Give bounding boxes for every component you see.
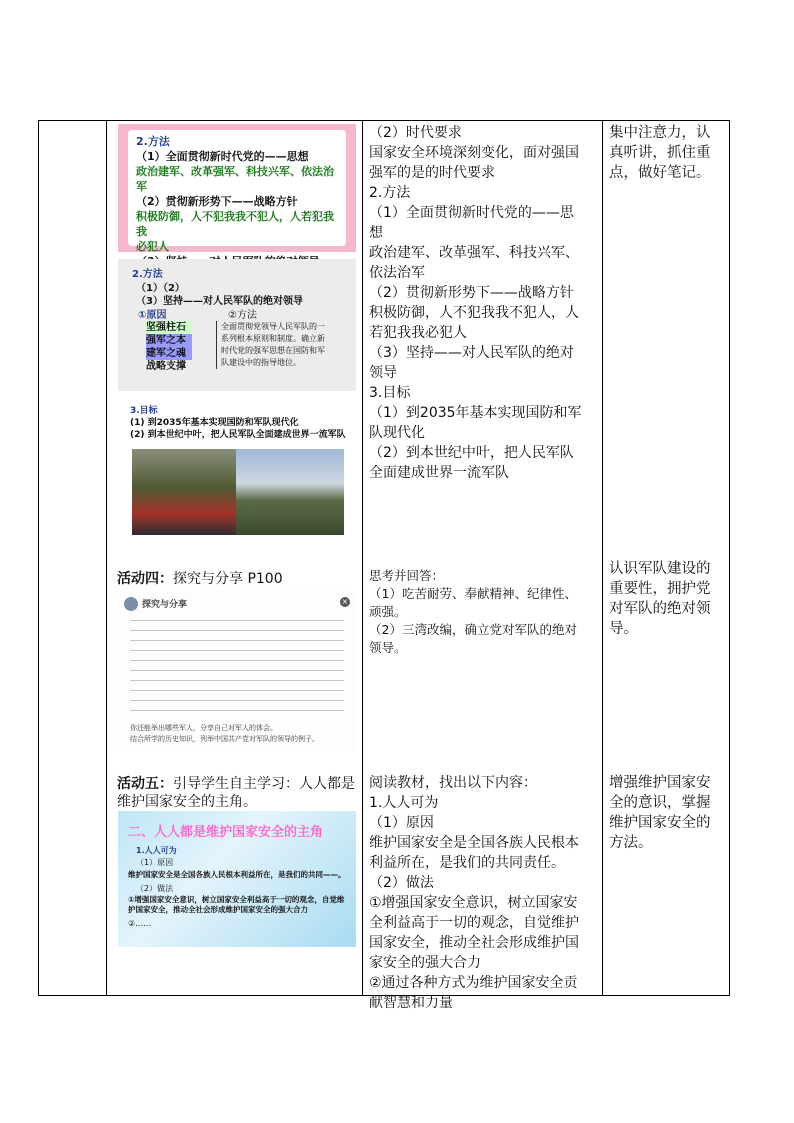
tag: 强军之本	[146, 334, 192, 347]
text-line: 思考并回答：	[369, 568, 445, 583]
content-block-2	[369, 567, 601, 657]
slide-line: ②方法	[228, 310, 257, 321]
text-line: 集中注意力，认	[609, 125, 711, 141]
slide-line: ②……	[128, 919, 152, 928]
slide-line: 维护国家安全是全国各族人民根本利益所在，是我们的共同——。	[128, 870, 346, 879]
activity-text: 探究与分享 P100	[173, 571, 283, 587]
slide-title: 3.目标	[130, 406, 158, 416]
text-line: （1）吃苦耐劳、奉献精神、纪律性、	[369, 586, 577, 601]
text-line: 3.目标	[369, 385, 411, 401]
text-line: 顽强。	[369, 604, 407, 619]
column-divider	[106, 121, 107, 995]
text-line: 2.方法	[369, 185, 411, 201]
text-line: （2）做法	[369, 875, 434, 891]
text-line: 阅读教材，找出以下内容：	[369, 775, 537, 791]
intent-block-1	[609, 123, 727, 183]
text-line: 全利益高于一切的观念，自觉维护	[369, 915, 579, 931]
text-line: 队现代化	[369, 425, 425, 441]
lesson-table	[38, 120, 730, 1011]
slide-explore-share	[118, 591, 356, 751]
slide-title: 2.方法	[132, 269, 163, 280]
activity-text: 引导学生自主学习：人人都是	[173, 776, 355, 792]
slide-line: 政治建军、改革强军、科技兴军、依法治军	[136, 165, 334, 193]
text-line: 国家安全，推动全社会形成维护国	[369, 935, 579, 951]
text-line: 方法。	[609, 835, 653, 851]
slide-body-text	[130, 615, 344, 715]
tag: 坚强柱石	[146, 321, 192, 334]
slide-line: （2）贯彻新形势下——战略方针	[136, 195, 298, 208]
text-line: 对军队的绝对领	[609, 601, 711, 617]
slide-line: (2) 到本世纪中叶，把人民军队全面建成世界一流军队	[130, 430, 346, 440]
text-line: 维护国家安全是全国各族人民根本	[369, 835, 579, 851]
text-line: 1.人人可为	[369, 795, 439, 811]
slide-methods-diagram	[118, 259, 356, 391]
slide-title: 探究与分享	[142, 600, 188, 610]
slide-line: ①增强国家安全意识，树立国家安全利益高于一切的观念，自觉维护国家安全，推动全社会形成维护国家安全的强大合力	[128, 895, 345, 914]
column-divider	[602, 121, 603, 995]
missile-vehicle-photo	[236, 449, 344, 535]
text-line: 认识军队建设的	[609, 561, 711, 577]
tag: 建军之魂	[146, 347, 192, 360]
text-line: 积极防御，人不犯我我不犯人，人	[369, 305, 579, 321]
slide-goals	[118, 399, 356, 539]
text-line: 政治建军、改革强军、科技兴军、	[369, 245, 579, 261]
slide-line: （3）坚持——对人民军队的绝对领导	[136, 296, 303, 307]
text-line: 全面建成世界一流军队	[369, 465, 509, 481]
soldier-photo	[132, 449, 236, 535]
text-line: 重要性，拥护党	[609, 581, 711, 597]
slide-methods	[118, 124, 356, 252]
slide-question: 你还能举出哪些军人，分享自己对军人的体会。	[130, 724, 277, 732]
slide-line: （1）全面贯彻新时代党的——思想	[136, 150, 309, 163]
text-line: 利益所在，是我们的共同责任。	[369, 855, 565, 871]
column-divider	[362, 121, 363, 995]
text-line: 强军的是的时代要求	[369, 165, 495, 181]
activity-text: 维护国家安全的主角。	[117, 794, 257, 810]
text-line: （2）贯彻新形势下——战略方针	[369, 285, 574, 301]
text-line: 领导	[369, 365, 397, 381]
text-line: 想	[369, 225, 383, 241]
text-line: 若犯我我必犯人	[369, 325, 467, 341]
text-line: （3）坚持——对人民军队的绝对	[369, 345, 574, 361]
slide-line: 2.方法	[136, 135, 170, 148]
activity-label: 活动五：	[117, 776, 173, 792]
text-line: （2）到本世纪中叶，把人民军队	[369, 445, 574, 461]
text-line: 领导。	[369, 640, 407, 655]
text-line: （2）三湾改编，确立党对军队的绝对	[369, 622, 577, 637]
text-line: 点，做好笔记。	[609, 165, 711, 181]
text-line: （1）全面贯彻新时代党的——思	[369, 205, 574, 221]
tag-list	[146, 321, 192, 373]
tag: 战略支撑	[146, 361, 186, 372]
slide-line: （2）做法	[136, 884, 174, 893]
intent-block-2	[609, 559, 727, 639]
slide-line: ①原因	[138, 310, 167, 321]
text-line: 家安全的强大合力	[369, 955, 481, 971]
slide-line: (1) 到2035年基本实现国防和军队现代化	[130, 418, 299, 428]
intent-block-3	[609, 773, 727, 853]
text-line: 真听讲，抓住重	[609, 145, 711, 161]
text-line: ①增强国家安全意识，树立国家安	[369, 895, 578, 911]
slide-note: 全面贯彻党领导人民军队的一系列根本原则和制度。确立新时代党的强军思想在国防和军队建设中的指导地位。	[216, 321, 327, 369]
content-block-1	[369, 123, 601, 483]
slide-line: 1.人人可为	[136, 846, 177, 855]
text-line: 全的意识，掌握	[609, 795, 711, 811]
text-line: （1）到2035年基本实现国防和军	[369, 405, 582, 421]
text-line: 导。	[609, 621, 638, 637]
text-line: 依法治军	[369, 265, 425, 281]
text-line: 维护国家安全的	[609, 815, 711, 831]
slide-question: 结合所学的历史知识，列举中国共产党对军队的领导的例子。	[130, 735, 319, 743]
slide-title: 二、人人都是维护国家安全的主角	[128, 825, 324, 840]
text-line: ②通过各种方式为维护国家安全贡	[369, 975, 578, 991]
close-icon[interactable]: ×	[341, 597, 349, 606]
slide-line: （1）（2）	[136, 283, 185, 294]
text-line: 国家安全环境深刻变化，面对强国	[369, 145, 579, 161]
slide-line: （1）原因	[136, 858, 174, 867]
content-block-3	[369, 773, 601, 1013]
activity-5	[117, 775, 357, 811]
activity-label: 活动四：	[117, 571, 173, 587]
text-line: （1）原因	[369, 815, 434, 831]
slide-line: 必犯人	[136, 240, 169, 253]
text-line: 献智慧和力量	[369, 995, 453, 1011]
share-icon	[124, 597, 138, 611]
activity-4	[117, 569, 283, 589]
text-line: 增强维护国家安	[609, 775, 711, 791]
text-line: （2）时代要求	[369, 125, 462, 141]
slide-line: 积极防御，人不犯我我不犯人，人若犯我我	[136, 210, 334, 238]
slide-everyone-protects	[118, 811, 356, 947]
